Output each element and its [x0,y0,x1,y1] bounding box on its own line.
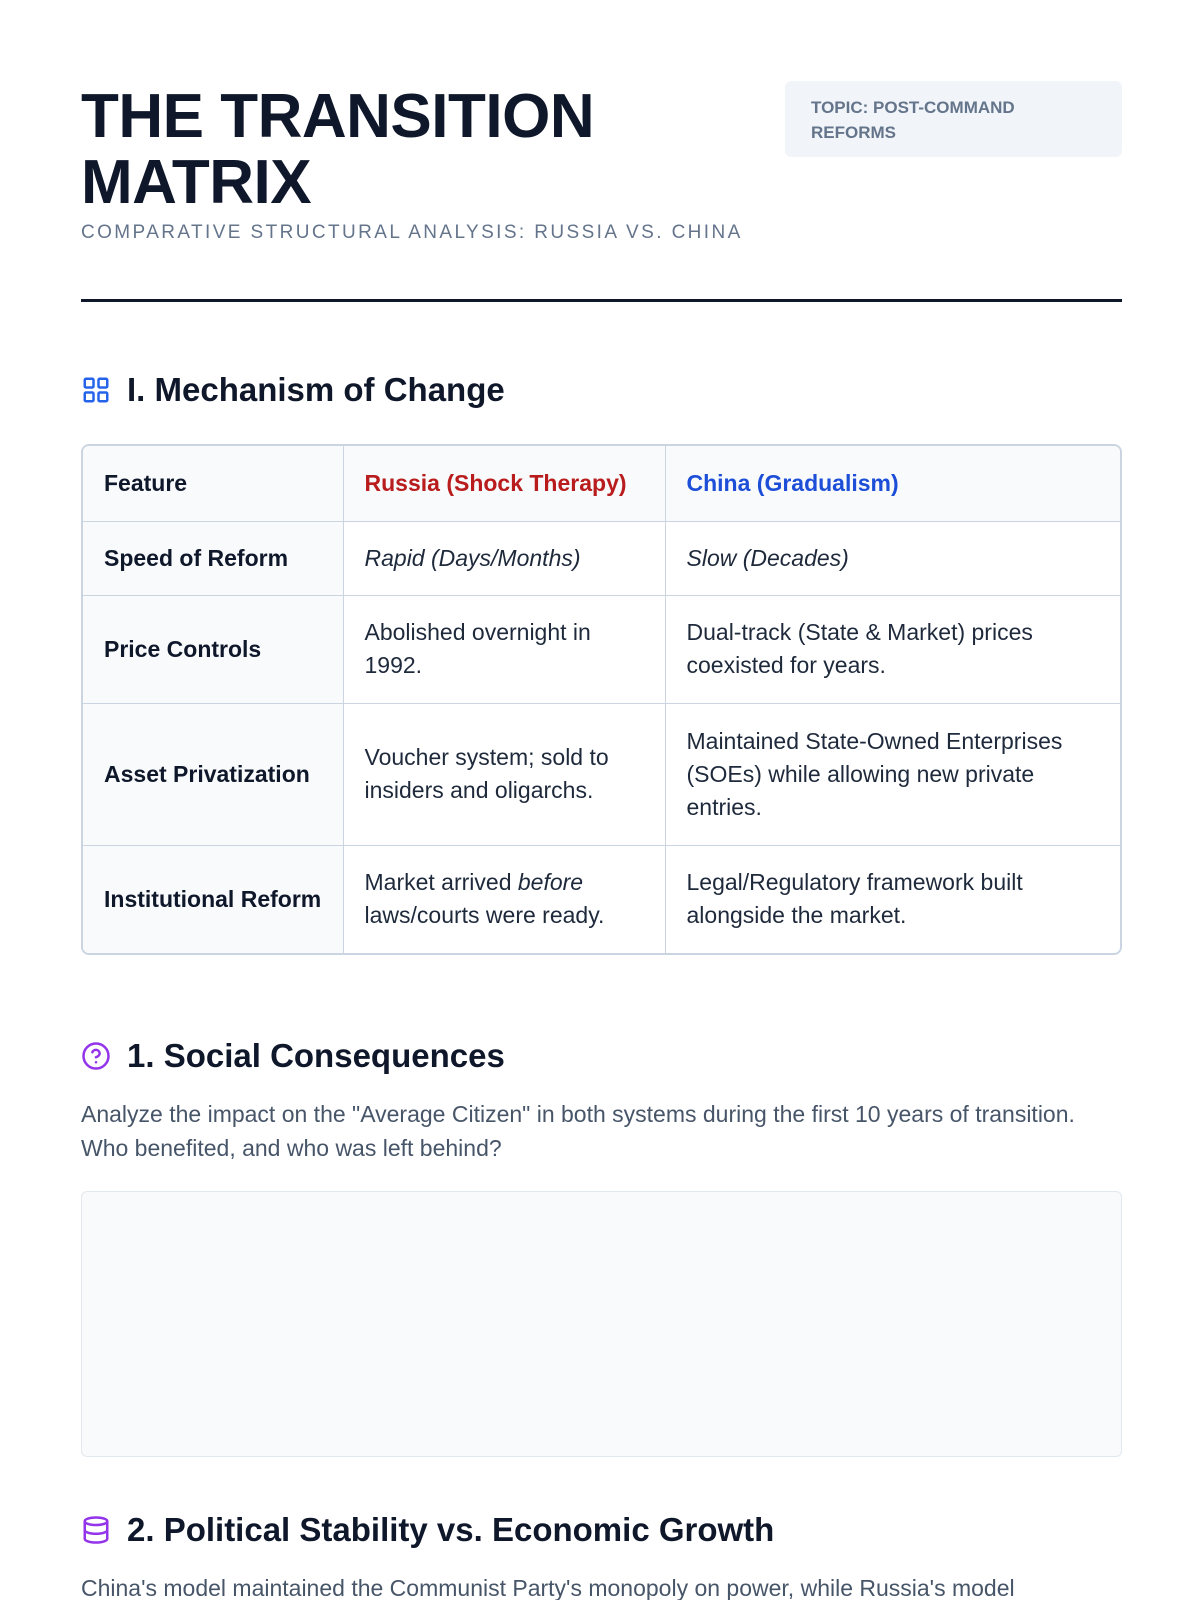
comparison-table [81,444,1122,955]
title-line-2: MATRIX [81,148,312,217]
row-china: Dual-track (State & Market) prices coexisted for years. [665,595,1120,703]
page-title [81,84,721,216]
row-china: Maintained State-Owned Enterprises (SOEs) while allowing new private entries. [665,703,1120,845]
row-russia: Rapid (Days/Months) [343,521,665,595]
topic-line-2: REFORMS [811,123,896,142]
table-row [83,703,1120,845]
page-header [81,80,1122,302]
row-feature: Institutional Reform [83,845,343,953]
topic-badge [785,81,1122,157]
section-mechanism-title: I. Mechanism of Change [127,371,505,408]
topic-line-1: TOPIC: POST-COMMAND [811,98,1015,117]
section-political-heading [81,1511,774,1549]
social-prompt: Analyze the impact on the "Average Citizen" in both systems during the first 10 years of transition. Who benefited, and who was left behind? [81,1101,1075,1161]
section-mechanism-heading [81,371,505,409]
database-icon [81,1515,111,1545]
worksheet-page [81,0,1122,1600]
table-row [83,845,1120,953]
row-china: Legal/Regulatory framework built alongside the market. [686,869,1023,929]
row-russia-text-before: Market arrived [364,869,518,896]
page-subtitle: COMPARATIVE STRUCTURAL ANALYSIS: RUSSIA VS. CHINA [81,222,743,243]
row-china: Slow (Decades) [665,521,1120,595]
header-russia: Russia (Shock Therapy) [343,446,665,521]
row-russia: Voucher system; sold to insiders and oligarchs. [343,703,665,845]
row-russia [343,845,665,953]
row-russia-emphasis: before [517,869,584,896]
grid-icon [81,375,111,405]
section-social-title: 1. Social Consequences [127,1037,505,1074]
row-russia: Abolished overnight in 1992. [343,595,665,703]
section-political-title: 2. Political Stability vs. Economic Growth [127,1511,775,1548]
title-line-1: THE TRANSITION [81,82,595,151]
table-header-row [83,446,1120,521]
header-feature: Feature [83,446,343,521]
question-circle-icon [81,1041,111,1071]
row-feature: Asset Privatization [83,703,343,845]
row-feature: Speed of Reform [83,521,343,595]
row-feature: Price Controls [83,595,343,703]
political-prompt: China's model maintained the Communist Party's monopoly on power, while Russia's model [81,1575,1015,1600]
header-china: China (Gradualism) [665,446,1120,521]
table-row [83,521,1120,595]
social-answer-box[interactable] [81,1191,1122,1457]
section-social-heading [81,1037,505,1075]
row-russia-text-after: laws/courts were ready. [364,902,605,929]
table-row [83,595,1120,703]
